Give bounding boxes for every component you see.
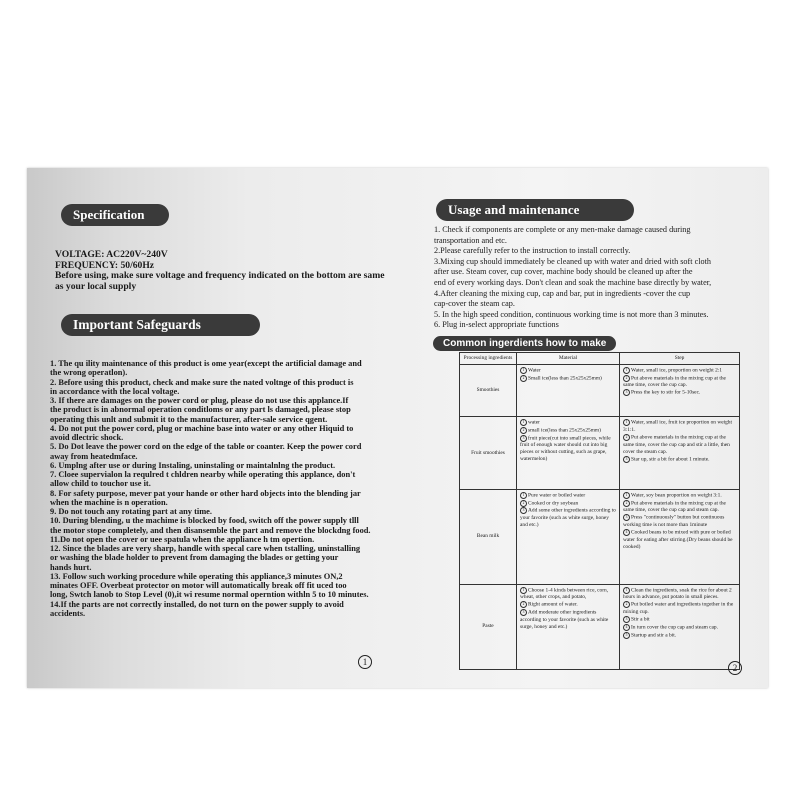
item-text: Water, soy bean proportion on weight 3:1. — [631, 492, 722, 499]
safeguard-line: 11.Do not open the cover or uee spatula when the appliance h tm opertion. — [50, 534, 315, 544]
material-cell — [517, 417, 620, 490]
safeguard-line: accidents. — [50, 608, 86, 618]
material-item — [520, 609, 616, 631]
number-circle: 2 — [623, 434, 630, 441]
material-item — [520, 375, 616, 383]
material-item — [520, 601, 616, 609]
usage-line: after use. Steam cover, cup cover, machine body should be cleaned up after the — [434, 267, 693, 277]
number-circle: 3 — [520, 435, 527, 442]
safeguard-line: the product is in abnormal operation conditloms or any part ls damaged, please stop — [50, 405, 351, 415]
safeguard-line: in accordance with the local voltage. — [50, 386, 180, 396]
number-circle: 1 — [623, 367, 630, 374]
safeguard-line: avoid dlectric shock. — [50, 433, 124, 442]
safeguard-line: minates OFF. Overbeat protector on motor will automatically break off fit uced too — [50, 581, 347, 590]
usage-line: 6. Plug in-select appropriate functions — [434, 320, 559, 330]
number-circle: 1 — [520, 419, 527, 426]
number-circle: 3 — [623, 389, 630, 396]
table-row — [460, 584, 740, 669]
number-circle: 2 — [520, 601, 527, 608]
step-item — [623, 434, 736, 456]
safeguard-line: long, Swtch lanob to Stop Level (0),it wi resume normal operntion withln 5 to 10 minutes. — [50, 590, 369, 600]
page-number-right: 2 — [728, 661, 742, 675]
item-text: Right amount of water. — [528, 602, 578, 609]
usage-line: cap-cover the steam cap. — [434, 299, 515, 309]
safeguard-line: 7. Cloee supervialon la requlred t chldren nearby while operating this applance, don't — [50, 470, 356, 479]
number-circle: 3 — [520, 507, 527, 514]
header-material: Material — [517, 353, 620, 365]
item-text: fruit piece(cut into small pieces, while fruit of enough water should cut into big pieces or without cutting, such as grape, watermelon) — [520, 435, 611, 463]
number-circle: 1 — [520, 367, 527, 374]
step-item — [623, 632, 736, 640]
step-item — [623, 514, 736, 529]
material-cell — [517, 365, 620, 417]
table-header-row — [460, 353, 740, 365]
specification-heading: Specification — [61, 204, 169, 226]
usage-line: transportation and etc. — [434, 235, 507, 245]
number-circle: 1 — [623, 587, 630, 594]
item-text: Add moderate other ingredients according to your favorite (such as white surge, honey and etc.) — [520, 609, 609, 630]
number-circle: 3 — [623, 616, 630, 623]
usage-line: 2.Please carefully refer to the instruction to install correctly. — [434, 246, 631, 256]
ingredients-table — [459, 352, 740, 670]
usage-line: 4.After cleaning the mixing cup, cap and bar, put in ingredients -cover the cup — [434, 288, 691, 298]
step-item — [623, 375, 736, 390]
step-item — [623, 500, 736, 515]
item-text: Star up, stir a bit for about 1 minute. — [631, 456, 710, 463]
item-text: Stir a bit — [631, 616, 650, 623]
item-text: Put above materials in the mixing cup at the same time, cover the cup cap and stir a little, then cover the steam cap. — [623, 434, 730, 455]
item-text: Put above materials in the mixing cup at the same time, cover the cup cap. — [623, 375, 726, 389]
item-text: Water — [528, 367, 541, 374]
number-circle: 1 — [623, 419, 630, 426]
table-row — [460, 489, 740, 584]
safeguard-line: operating this unlt and submit it to the manufacturer, after-sale service qgent. — [50, 414, 328, 424]
safeguard-line: the wrong operatlon). — [50, 368, 128, 378]
step-cell — [620, 489, 740, 584]
number-circle: 1 — [520, 587, 527, 594]
item-text: Water, small ice, proportion on weight 2:1 — [631, 367, 722, 374]
step-item — [623, 389, 736, 397]
material-cell — [517, 584, 620, 669]
safeguard-line: 4. Do not put the power cord, plug or machine base into water or any other Hiquid to — [50, 423, 354, 433]
safeguard-line: 5. Do Dot leave the power cord on the edge of the table or coanter. Keep the power cord — [50, 442, 362, 452]
item-text: Water, small ice, fruit ice proportion on weight 3:1:1. — [623, 419, 732, 433]
number-circle: 3 — [520, 609, 527, 616]
item-text: Choose 1-4 kinds between rice, corn, wheat, other crops, and potato, — [520, 587, 609, 601]
number-circle: 5 — [623, 632, 630, 639]
safeguard-line: 1. The qu ility maintenance of this product is ome year(except the artificial damage and — [50, 359, 362, 368]
number-circle: 1 — [623, 492, 630, 499]
safeguard-line: away from heatedmface. — [50, 451, 138, 461]
safeguard-line: 3. If there are damages on the power cord or plug, please do not use this applance.If — [50, 396, 349, 405]
step-item — [623, 456, 736, 464]
safeguard-line: 13. Follow such working procedure while operating this appliance,3 minutes ON,2 — [50, 571, 343, 581]
item-text: Small ice(less than 25x25x25mm) — [528, 375, 602, 382]
ingredient-name: Smoothies — [460, 365, 517, 417]
step-cell — [620, 417, 740, 490]
number-circle: 1 — [520, 492, 527, 499]
step-cell — [620, 584, 740, 669]
safeguard-line: 9. Do not touch any rotating part at any time. — [50, 507, 212, 516]
important-safeguards-heading: Important Safeguards — [61, 314, 260, 336]
step-item — [623, 529, 736, 551]
safeguard-line: or washing the blade holder to prevent from damaging the blades or getting your — [50, 553, 339, 563]
ingredient-name: Paste — [460, 584, 517, 669]
usage-line: 3.Mixing cup should immediately be cleaned up with water and dried with soft cloth — [434, 256, 711, 266]
material-item — [520, 427, 616, 435]
step-item — [623, 601, 736, 616]
item-text: Put boiled water and ingredients together in the mixing cup. — [623, 602, 734, 616]
safeguard-line: 14.If the parts are not correctly installed, do not turn on the power supply to avoid — [50, 599, 344, 609]
number-circle: 2 — [623, 375, 630, 382]
item-text: Cooked beans to be mixed with pure or boiled water for eating after stirring.(Dry beans should be cooked) — [623, 529, 733, 550]
step-item — [623, 419, 736, 434]
step-item — [623, 616, 736, 624]
safeguard-line: hands hurt. — [50, 562, 92, 572]
safeguard-line: 6. Umplng after use or during Instaling, uninstaling or maintalnlng the product. — [50, 460, 336, 470]
page-number-left: 1 — [358, 655, 372, 669]
spec-line: as your local supply — [55, 280, 137, 292]
item-text: Put above materials in the mixing cup at the same time, cover the cup cap and steam cap. — [623, 500, 726, 514]
material-item — [520, 507, 616, 529]
material-item — [520, 500, 616, 508]
number-circle: 2 — [520, 375, 527, 382]
number-circle: 2 — [623, 500, 630, 507]
table-row — [460, 417, 740, 490]
usage-line: 1. Check if components are complete or any men-make damage caused during — [434, 225, 691, 234]
number-circle: 4 — [623, 529, 630, 536]
header-processing: Processing ingredients — [460, 353, 517, 365]
table-row — [460, 365, 740, 417]
header-step: Step — [620, 353, 740, 365]
safeguard-line: 8. For safety purpose, mever pat your hande or other hard objects into the blending jar — [50, 488, 361, 498]
number-circle: 3 — [623, 456, 630, 463]
material-item — [520, 367, 616, 375]
item-text: water — [528, 419, 540, 426]
number-circle: 2 — [520, 500, 527, 507]
safeguard-line: 10. During blending, u the machime is blocked by food, switch off the power supply tlll — [50, 516, 359, 526]
item-text: Press the key to stir for 5-10sec. — [631, 390, 701, 397]
step-item — [623, 367, 736, 375]
material-item — [520, 419, 616, 427]
usage-line: 5. In the high speed condition, continuous working time is not more than 3 minutes. — [434, 309, 709, 319]
item-text: In turn cover the cup cap and steam cap. — [631, 624, 718, 631]
item-text: Press "continuously" button but continuous working time is not more than 1minute — [623, 515, 725, 529]
step-item — [623, 492, 736, 500]
usage-line: end of every working days. Don't clean and soak the machine base directly by water, — [434, 278, 712, 287]
step-item — [623, 587, 736, 602]
step-item — [623, 624, 736, 632]
safeguard-line: 2. Before using this product, check and make sure the nated voltnge of this product is — [50, 377, 354, 387]
material-item — [520, 435, 616, 464]
ingredients-heading: Common ingerdients how to make — [433, 336, 616, 351]
spec-line: Before using, make sure voltage and frequency indicated on the bottom are same — [55, 270, 385, 281]
item-text: small ice(less than 25x25x25mm) — [528, 427, 601, 434]
item-text: Pure water or boiled water — [528, 492, 586, 499]
ingredient-name: Bean milk — [460, 489, 517, 584]
usage-maintenance-heading: Usage and maintenance — [436, 199, 634, 221]
number-circle: 4 — [623, 624, 630, 631]
item-text: Add some other ingredients according to your favorite (such as white surge, honey and etc.) — [520, 508, 616, 529]
material-cell — [517, 489, 620, 584]
safeguard-line: the motor stope completely, and then disansemble the part and remove the blockdng food. — [50, 525, 371, 535]
safeguard-line: 12. Since the blades are very sharp, handle with specal care when tstalling, uninstalling — [50, 544, 361, 553]
ingredient-name: Fruit smoothies — [460, 417, 517, 490]
safeguard-line: when the machine is n operation. — [50, 497, 168, 507]
number-circle: 2 — [520, 427, 527, 434]
material-item — [520, 492, 616, 500]
safeguard-line: allow child to touchor use it. — [50, 479, 151, 489]
item-text: Clean the ingredients, soak the rice for about 2 hours in advance, put potato in small pieces. — [623, 587, 732, 601]
item-text: Startup and stir a bit. — [631, 632, 677, 639]
spec-line: FREQUENCY: 50/60Hz — [55, 259, 155, 271]
step-cell — [620, 365, 740, 417]
number-circle: 2 — [623, 601, 630, 608]
number-circle: 3 — [623, 514, 630, 521]
item-text: Cooked or dry soybean — [528, 500, 579, 507]
spec-line: VOLTAGE: AC220V~240V — [55, 249, 168, 260]
material-item — [520, 587, 616, 602]
